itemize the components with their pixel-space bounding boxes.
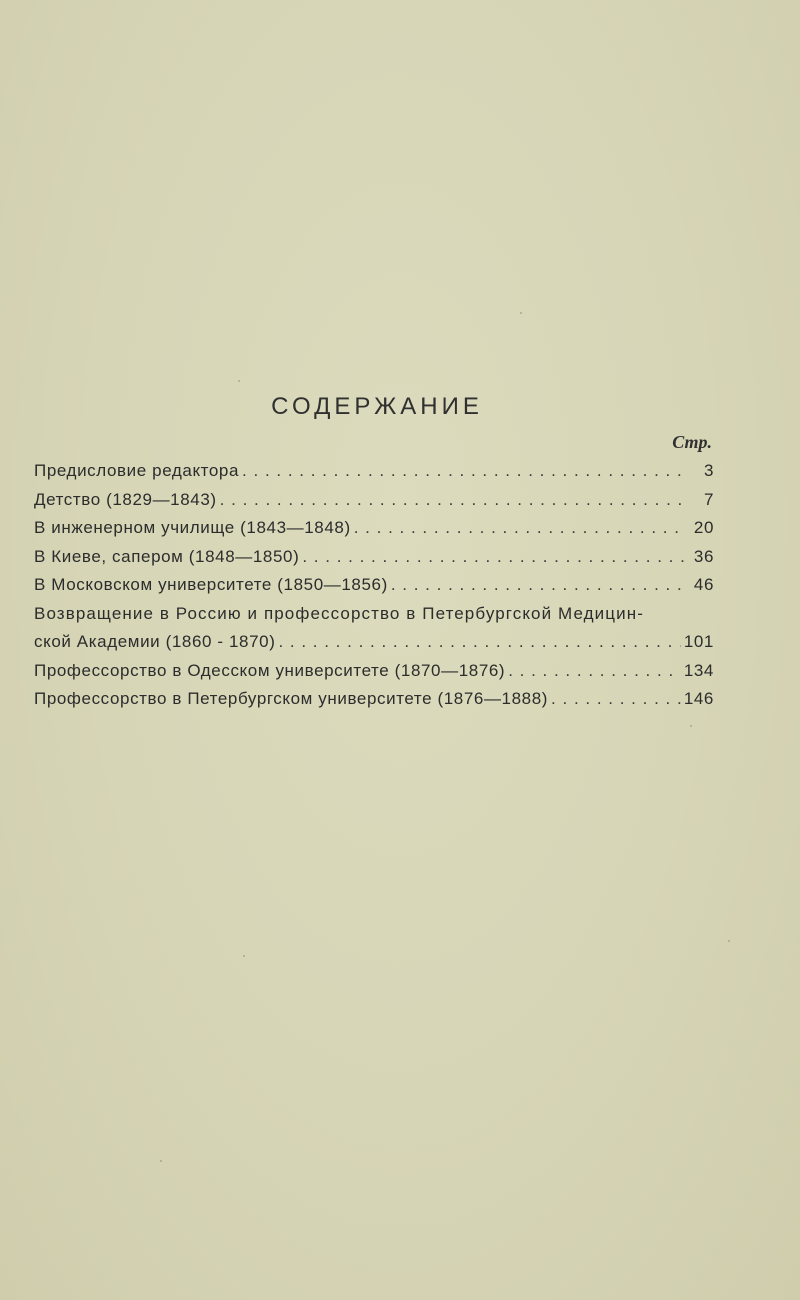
toc-entry-label: Профессорство в Петербургском университете (1876—1888) <box>34 689 549 708</box>
dot-leader <box>354 514 685 543</box>
toc-entry <box>34 628 714 657</box>
dot-leader <box>551 685 681 714</box>
toc-entry <box>34 543 714 572</box>
paper-speck <box>238 380 240 382</box>
toc-entry-label: В инженерном училище (1843—1848) <box>34 518 351 537</box>
dot-leader <box>278 628 680 657</box>
toc-entry <box>34 657 714 686</box>
toc-entry <box>34 571 714 600</box>
toc-entry-page: 36 <box>693 546 714 566</box>
toc-entry-label: ской Академии (1860 - 1870) <box>34 632 276 651</box>
toc-entry-page: 146 <box>683 689 714 708</box>
toc-entry <box>34 457 714 486</box>
table-of-contents <box>34 457 714 714</box>
toc-entry <box>34 486 714 515</box>
toc-entry <box>34 685 714 714</box>
toc-entry-page: 46 <box>693 575 714 594</box>
page-column-header: Стр. <box>672 432 712 452</box>
toc-entry-page: 101 <box>683 632 714 651</box>
toc-entry-label: Возвращение в Россию и профессорство в Петербургской Медицин- <box>34 603 644 623</box>
dot-leader <box>508 657 681 686</box>
toc-entry-label: Профессорство в Одесском университете (1870—1876) <box>34 660 506 680</box>
toc-entry-label: В Московском университете (1850—1856) <box>34 575 388 594</box>
toc-entry-label: Предисловие редактора <box>34 461 240 480</box>
toc-entry-page: 20 <box>693 518 714 537</box>
toc-entry-first-line <box>34 600 714 629</box>
toc-entry <box>34 514 714 543</box>
paper-speck <box>243 955 245 957</box>
dot-leader <box>242 457 685 486</box>
paper-speck <box>520 312 522 314</box>
toc-entry-page: 134 <box>683 660 714 680</box>
toc-entry-label: Детство (1829—1843) <box>34 489 217 509</box>
page-title: СОДЕРЖАНИЕ <box>271 393 483 420</box>
dot-leader <box>302 543 685 572</box>
paper-speck <box>690 725 692 727</box>
toc-entry-label: В Киеве, сапером (1848—1850) <box>34 546 300 566</box>
dot-leader <box>220 486 685 515</box>
toc-entry-page: 7 <box>703 489 714 509</box>
paper-speck <box>160 1160 162 1162</box>
paper-speck <box>728 940 730 942</box>
dot-leader <box>391 571 685 600</box>
toc-entry-page: 3 <box>703 461 714 480</box>
